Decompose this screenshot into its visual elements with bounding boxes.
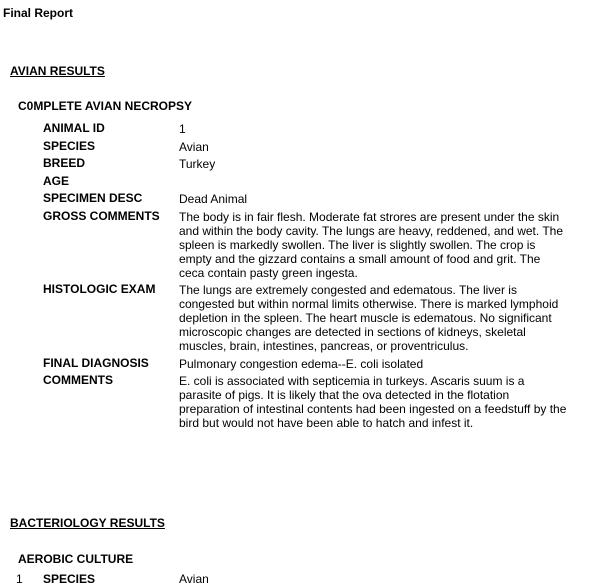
field-value xyxy=(179,173,593,177)
field-row-gross-comments xyxy=(43,208,593,282)
field-label: AGE xyxy=(43,173,70,188)
field-row-comments xyxy=(43,372,593,432)
text-line: empty and the gizzard contains a small amount of food and grit. The xyxy=(179,251,541,266)
field-label: FINAL DIAGNOSIS xyxy=(43,355,149,370)
field-value: Turkey xyxy=(179,157,216,171)
field-label: SPECIES xyxy=(43,572,96,586)
field-row-final-diagnosis xyxy=(43,355,593,373)
avian-fields-table xyxy=(43,120,593,432)
field-value: Avian xyxy=(179,139,209,154)
text-line: and within the body cavity. The lungs are heavy, reddened, and wet. The xyxy=(179,223,564,238)
row-number: 1 xyxy=(16,572,23,586)
field-value: Avian xyxy=(179,572,209,586)
aerobic-culture-heading: AEROBIC CULTURE xyxy=(18,552,134,566)
text-line: microscopic changes are detected in sections of kidneys, skeletal xyxy=(179,325,526,339)
bacteriology-row xyxy=(0,572,600,588)
field-label: COMMENTS xyxy=(43,373,113,387)
field-label: SPECIMEN DESC xyxy=(43,191,143,205)
text-line: preparation of intestinal contents had been ingested on a feedstuff by the xyxy=(179,402,567,416)
field-value: Pulmonary congestion edema--E. coli isolated xyxy=(179,356,424,371)
field-label: HISTOLOGIC EXAM xyxy=(43,282,156,296)
field-value: Dead Animal xyxy=(179,192,248,206)
field-label: GROSS COMMENTS xyxy=(43,208,160,223)
text-line: The body is in fair flesh. Moderate fat strores are present under the skin xyxy=(179,209,560,224)
text-line: depletion in the spleen. The heart muscle is edematous. No significant xyxy=(179,311,552,325)
text-line: spleen is markedly swollen. The liver is slightly swollen. The crop is xyxy=(179,237,536,252)
text-line: ceca contain pasty green ingesta. xyxy=(179,265,358,280)
text-line: The lungs are extremely congested and edematous. The liver is xyxy=(179,283,517,297)
field-row-animal-id xyxy=(43,120,593,138)
bacteriology-results-heading: BACTERIOLOGY RESULTS xyxy=(10,516,165,530)
field-value-multiline xyxy=(179,372,593,432)
field-row-species xyxy=(43,138,593,156)
field-row-age xyxy=(43,173,593,191)
complete-avian-necropsy-heading: C0MPLETE AVIAN NECROPSY xyxy=(18,99,193,113)
field-value: 1 xyxy=(179,122,186,136)
text-line: muscles, brain, intestines, pancreas, or proventriculus. xyxy=(179,339,469,353)
report-title: Final Report xyxy=(3,6,74,20)
field-label: ANIMAL ID xyxy=(43,121,105,135)
text-line: bird but would not have been able to hatch and infest it. xyxy=(179,416,474,430)
text-line: congested but within normal limits otherwise. There is marked lymphoid xyxy=(179,297,559,311)
text-line: E. coli is associated with septicemia in turkeys. Ascaris suum is a xyxy=(179,374,525,388)
field-row-specimen-desc xyxy=(43,190,593,208)
field-label: SPECIES xyxy=(43,138,96,153)
field-value-multiline xyxy=(179,281,593,355)
field-label: BREED xyxy=(43,156,86,170)
field-row-breed xyxy=(43,155,593,173)
avian-results-heading: AVIAN RESULTS xyxy=(10,64,105,78)
field-row-histologic-exam xyxy=(43,281,593,355)
field-value-multiline xyxy=(179,208,593,282)
text-line: parasite of pigs. It is likely that the ova detected in the flotation xyxy=(179,388,510,402)
